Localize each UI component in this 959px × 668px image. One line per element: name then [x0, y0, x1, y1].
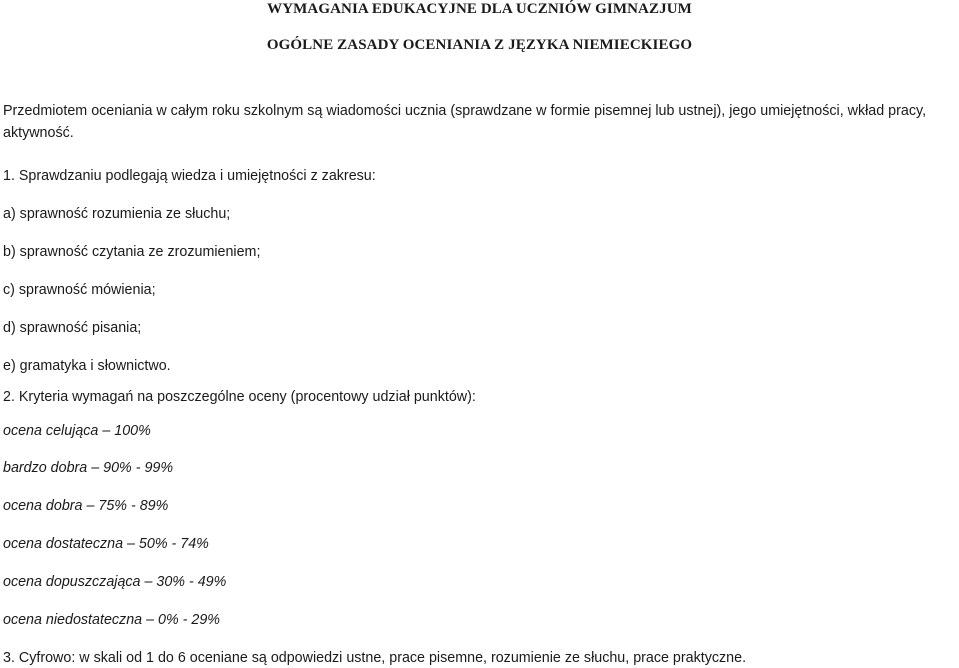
skill-item-listening: a) sprawność rozumienia ze słuchu;: [3, 206, 231, 222]
grade-niedostateczna: ocena niedostateczna – 0% - 29%: [3, 612, 220, 628]
skill-item-grammar: e) gramatyka i słownictwo.: [3, 358, 171, 374]
grade-bardzo-dobra: bardzo dobra – 90% - 99%: [3, 460, 174, 476]
skill-item-speaking: c) sprawność mówienia;: [3, 282, 156, 298]
intro-paragraph: Przedmiotem oceniania w całym roku szkolnym są wiadomości ucznia (sprawdzane w formie pisemnej lub ustnej), jego umiejętności, wkład pracy, aktywność.: [3, 103, 927, 141]
grade-celujaca: ocena celująca – 100%: [3, 423, 151, 439]
skill-item-writing: d) sprawność pisania;: [3, 320, 142, 336]
section-2-heading: 2. Kryteria wymagań na poszczególne oceny (procentowy udział punktów):: [3, 389, 476, 405]
skill-item-reading: b) sprawność czytania ze zrozumieniem;: [3, 244, 261, 260]
section-3-heading: 3. Cyfrowo: w skali od 1 do 6 oceniane są odpowiedzi ustne, prace pisemne, rozumienie ze słuchu, prace praktyczne.: [3, 650, 747, 666]
grade-dobra: ocena dobra – 75% - 89%: [3, 498, 169, 514]
grade-dopuszczajaca: ocena dopuszczająca – 30% - 49%: [3, 574, 227, 590]
grade-dostateczna: ocena dostateczna – 50% - 74%: [3, 536, 209, 552]
section-1-heading: 1. Sprawdzaniu podlegają wiedza i umiejętności z zakresu:: [3, 168, 376, 184]
document-title: WYMAGANIA EDUKACYJNE DLA UCZNIÓW GIMNAZJUM: [267, 1, 692, 17]
document-subtitle: OGÓLNE ZASADY OCENIANIA Z JĘZYKA NIEMIECKIEGO: [266, 37, 693, 53]
